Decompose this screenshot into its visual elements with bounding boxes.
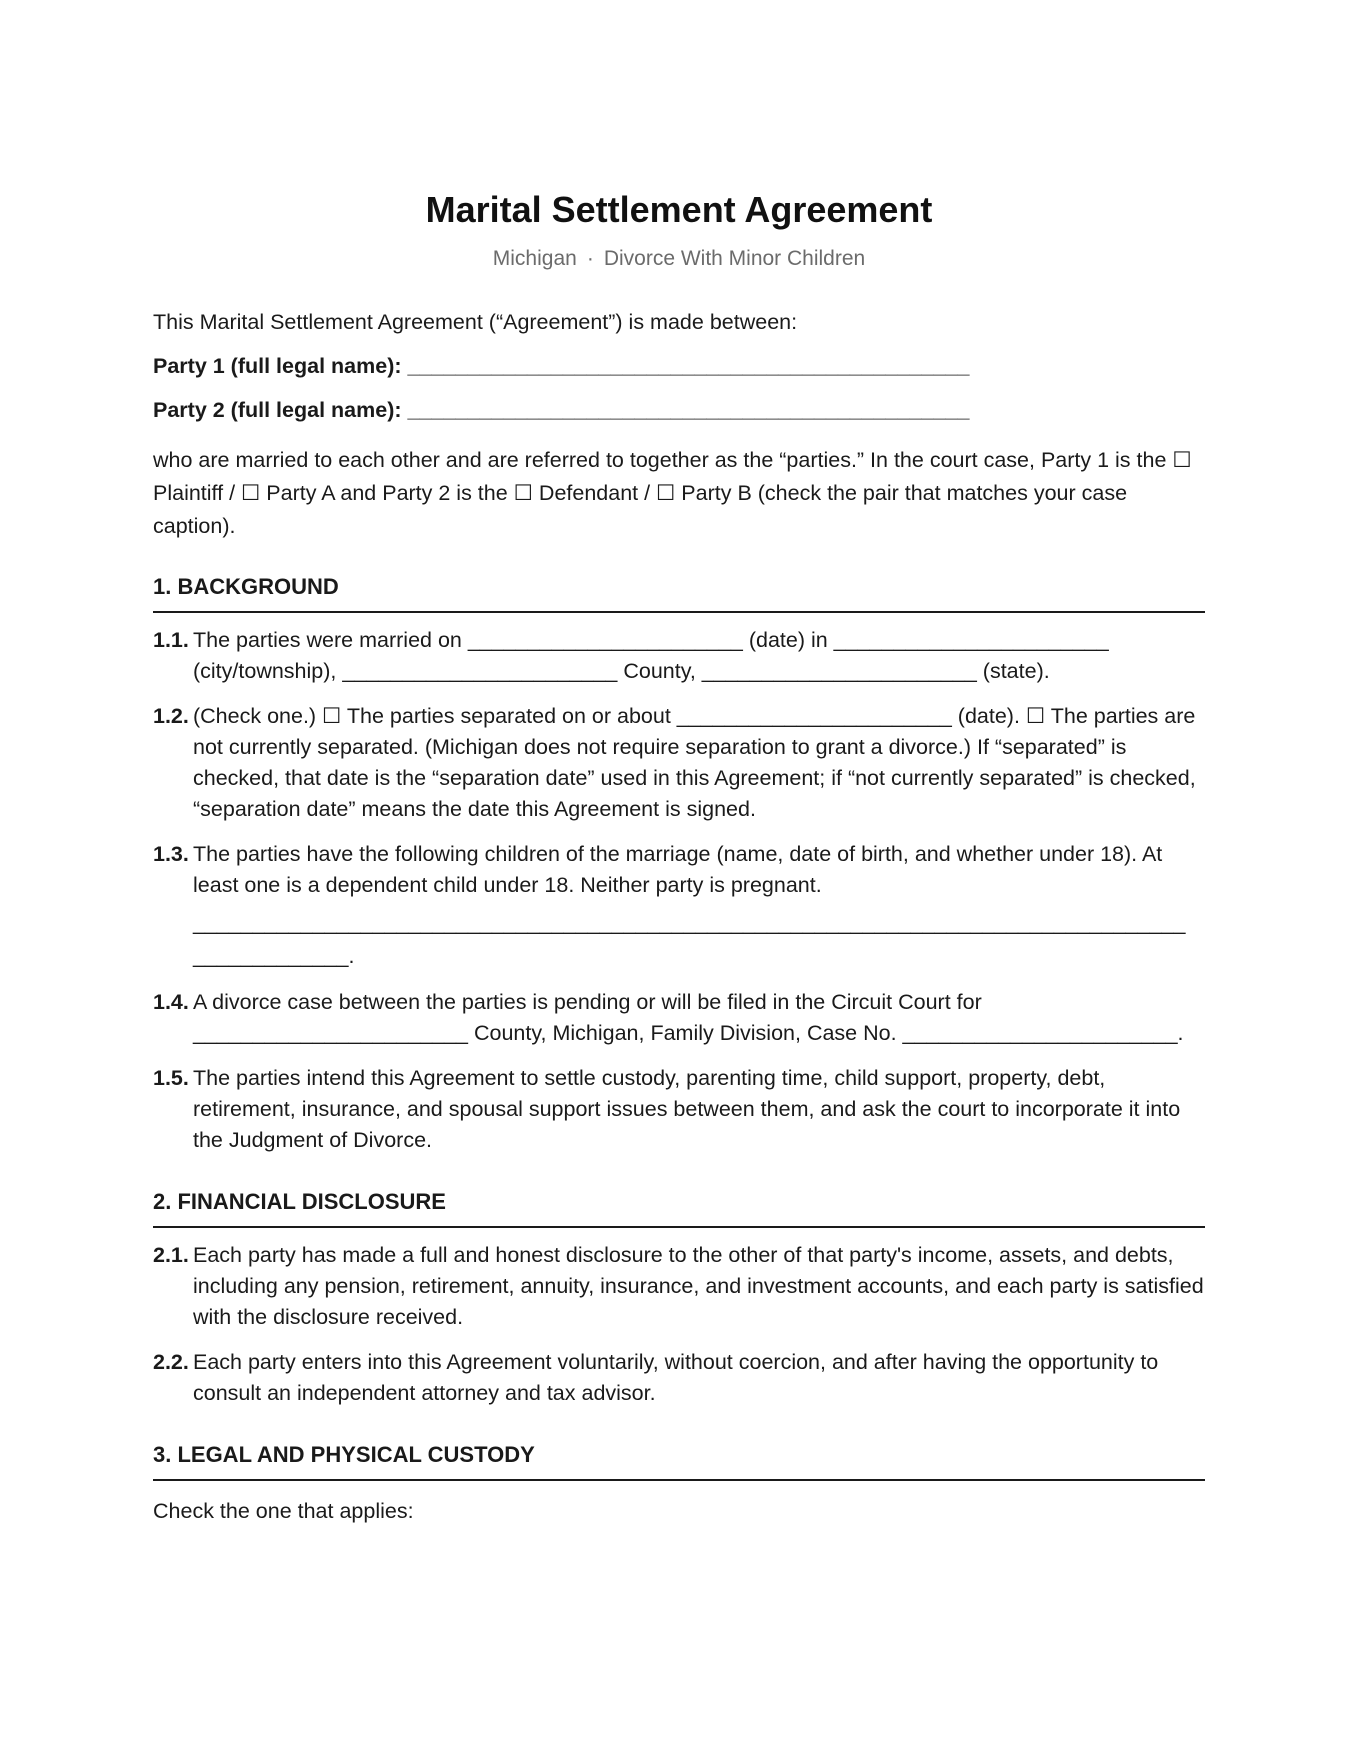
clause-number: 2.1.	[153, 1243, 189, 1267]
clause-text: The parties have the following children of the marriage (name, date of birth, and whether under 18). At least one is a dependent child under 18. Neither party is pregnant.	[193, 842, 1163, 897]
document-title: Marital Settlement Agreement	[425, 189, 933, 230]
clause-number: 1.5.	[153, 1066, 189, 1090]
custody-instruction: Check the one that applies:	[153, 1499, 414, 1523]
clause-text: The parties were married on _______________________ (date) in _______________________ (city/township), _______________________ County, _______________________ (state).	[193, 628, 1109, 683]
clause-1-1	[153, 625, 1205, 687]
section-heading-background: 1. BACKGROUND	[153, 573, 1205, 613]
document-page	[153, 188, 1205, 1527]
clause-text: Each party has made a full and honest disclosure to the other of that party's income, assets, and debts, including any pension, retirement, annuity, insurance, and investment accounts, and each party is satisfied with the disclosure received.	[193, 1243, 1204, 1329]
subtitle-type: Divorce With Minor Children	[603, 247, 866, 270]
clause-text: A divorce case between the parties is pending or will be filed in the Circuit Court for _______________________ County, Michigan, Family Division, Case No. _______________________.	[193, 990, 1184, 1045]
clause-number: 1.3.	[153, 842, 189, 866]
parties-paragraph: who are married to each other and are referred to together as the “parties.” In the court case, Party 1 is the ☐ Plaintiff / ☐ Party A and Party 2 is the ☐ Defendant / ☐ Party B (check the pair that matches your case caption).	[153, 448, 1192, 538]
clause-1-2	[153, 701, 1205, 825]
clause-text: Each party enters into this Agreement voluntarily, without coercion, and after having the opportunity to consult an independent attorney and tax advisor.	[193, 1350, 1159, 1405]
clause-2-1	[153, 1240, 1205, 1333]
party-2-field: Party 2 (full legal name): _______________________________________________	[153, 398, 970, 422]
subtitle-separator: ·	[586, 247, 594, 270]
clause-number: 1.2.	[153, 704, 189, 728]
clause-1-3	[153, 839, 1205, 901]
clause-text: The parties intend this Agreement to settle custody, parenting time, child support, property, debt, retirement, insurance, and spousal support issues between them, and ask the court to incorporate it into the Judgment of Divorce.	[193, 1066, 1181, 1152]
intro-paragraph: This Marital Settlement Agreement (“Agreement”) is made between:	[153, 310, 798, 334]
party-1-field: Party 1 (full legal name): _______________________________________________	[153, 354, 970, 378]
section-heading-financial-disclosure: 2. FINANCIAL DISCLOSURE	[153, 1188, 1205, 1228]
clause-1-5	[153, 1063, 1205, 1156]
subtitle-state: Michigan	[492, 247, 577, 270]
children-blank-line: ___________________________________________________________________________________ _____________.	[193, 911, 1186, 968]
clause-text: (Check one.) ☐ The parties separated on or about _______________________ (date). ☐ The parties are not currently separated. (Michigan does not require separation to grant a divorce.) If “separated” is checked, that date is the “separation date” used in this Agreement; if “not currently separated” is checked, “separation date” means the date this Agreement is signed.	[193, 704, 1196, 821]
document-subtitle	[153, 246, 1205, 272]
clause-number: 2.2.	[153, 1350, 189, 1374]
section-heading-custody: 3. LEGAL AND PHYSICAL CUSTODY	[153, 1441, 1205, 1481]
clause-1-4	[153, 987, 1205, 1049]
clause-2-2	[153, 1347, 1205, 1409]
clause-number: 1.4.	[153, 990, 189, 1014]
clause-number: 1.1.	[153, 628, 189, 652]
